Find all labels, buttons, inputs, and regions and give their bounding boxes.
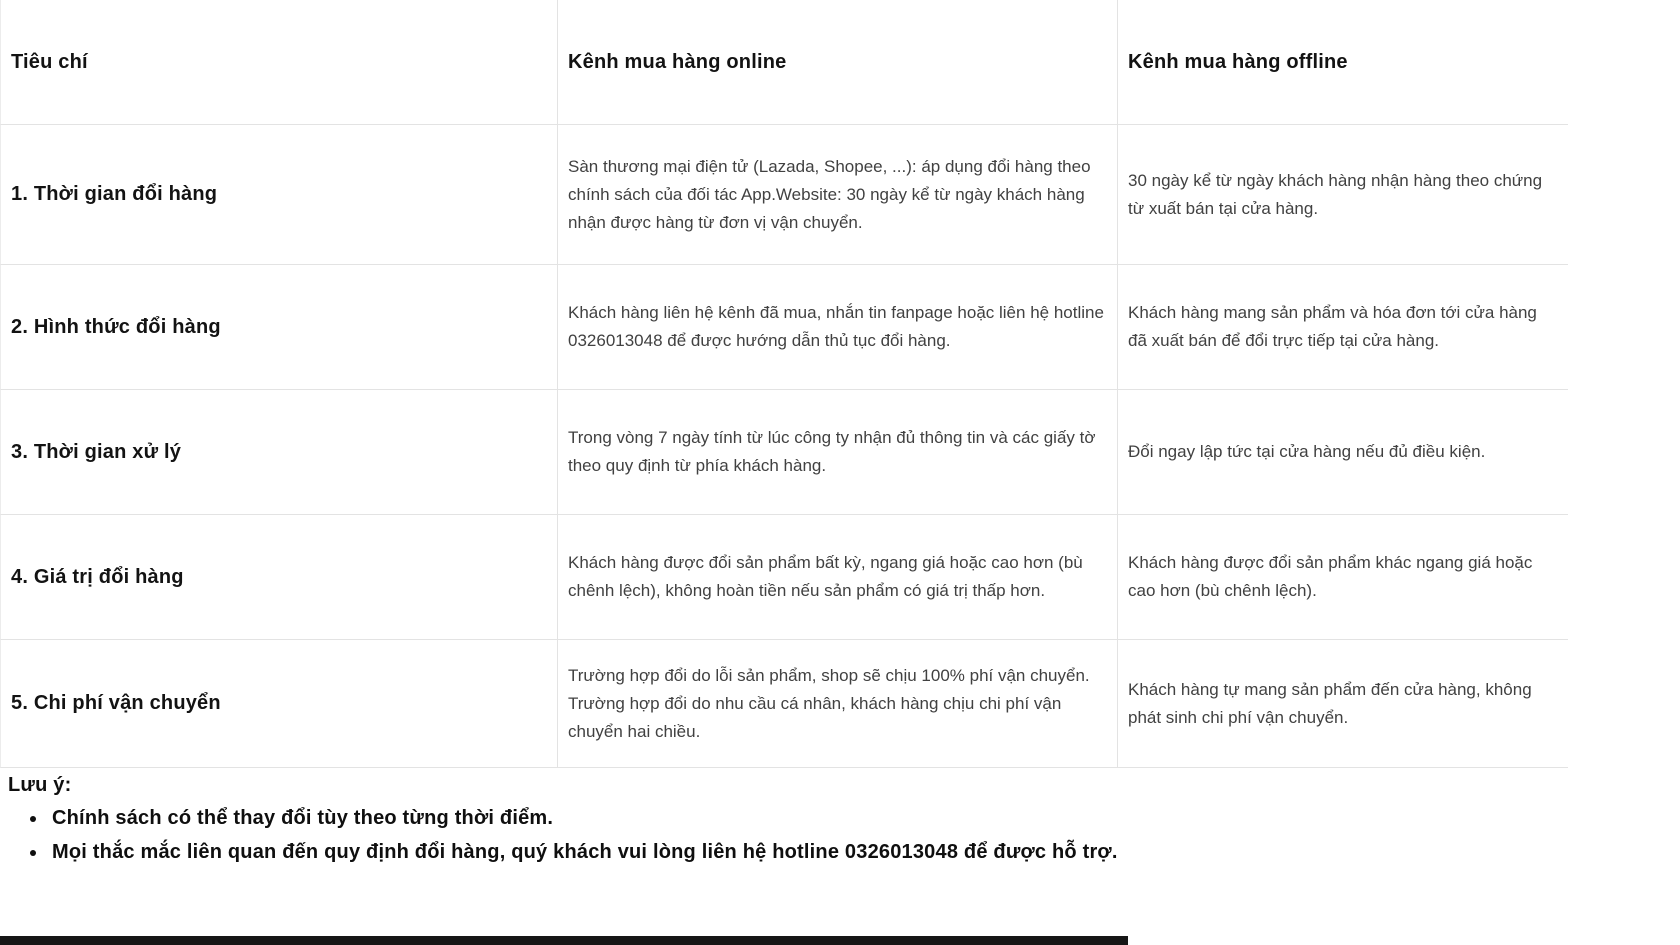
cell-online-shipping-cost: Trường hợp đổi do lỗi sản phẩm, shop sẽ chịu 100% phí vận chuyển. Trường hợp đổi do nhu cầu cá nhân, khách hàng chịu chi phí vận chuyển hai chiều. [558,640,1118,768]
note-item-hotline-support: • Mọi thắc mắc liên quan đến quy định đổi hàng, quý khách vui lòng liên hệ hotline 0326013048 để được hỗ trợ. [48,839,1638,865]
cell-offline-shipping-cost: Khách hàng tự mang sản phẩm đến cửa hàng, không phát sinh chi phí vận chuyển. [1118,640,1568,768]
row-criterion-exchange-value: 4. Giá trị đổi hàng [0,515,558,640]
notes-list [8,805,1638,865]
notes-title: Lưu ý: [8,774,72,796]
cell-offline-exchange-method: Khách hàng mang sản phẩm và hóa đơn tới cửa hàng đã xuất bán để đổi trực tiếp tại cửa hàng. [1118,265,1568,390]
bottom-dark-strip [0,936,1128,945]
row-criterion-exchange-method: 2. Hình thức đổi hàng [0,265,558,390]
cell-online-exchange-method: Khách hàng liên hệ kênh đã mua, nhắn tin fanpage hoặc liên hệ hotline 0326013048 để được hướng dẫn thủ tục đổi hàng. [558,265,1118,390]
cell-online-processing-time: Trong vòng 7 ngày tính từ lúc công ty nhận đủ thông tin và các giấy tờ theo quy định từ phía khách hàng. [558,390,1118,515]
cell-offline-exchange-period: 30 ngày kể từ ngày khách hàng nhận hàng theo chứng từ xuất bán tại cửa hàng. [1118,125,1568,265]
notes-section [8,772,1638,873]
cell-online-exchange-period: Sàn thương mại điện tử (Lazada, Shopee, ...): áp dụng đổi hàng theo chính sách của đối tác App.Website: 30 ngày kể từ ngày khách hàng nhận được hàng từ đơn vị vận chuyển. [558,125,1118,265]
cell-offline-processing-time: Đổi ngay lập tức tại cửa hàng nếu đủ điều kiện. [1118,390,1568,515]
header-cell-criteria: Tiêu chí [0,0,558,125]
header-cell-online-channel: Kênh mua hàng online [558,0,1118,125]
cell-online-exchange-value: Khách hàng được đổi sản phẩm bất kỳ, ngang giá hoặc cao hơn (bù chênh lệch), không hoàn tiền nếu sản phẩm có giá trị thấp hơn. [558,515,1118,640]
cell-offline-exchange-value: Khách hàng được đổi sản phẩm khác ngang giá hoặc cao hơn (bù chênh lệch). [1118,515,1568,640]
row-criterion-processing-time: 3. Thời gian xử lý [0,390,558,515]
header-cell-offline-channel: Kênh mua hàng offline [1118,0,1568,125]
note-item-policy-change: • Chính sách có thể thay đổi tùy theo từng thời điểm. [48,805,1638,831]
row-criterion-exchange-period: 1. Thời gian đổi hàng [0,125,558,265]
row-criterion-shipping-cost: 5. Chi phí vận chuyển [0,640,558,768]
